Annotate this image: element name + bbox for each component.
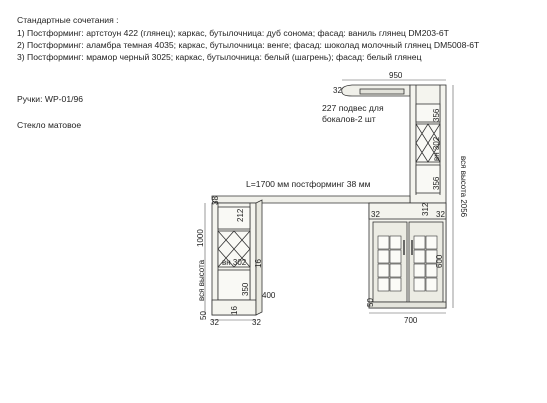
countertop-note: L=1700 мм постформинг 38 мм <box>246 179 371 189</box>
dim-left-1000: 1000 <box>196 229 205 247</box>
dim-left-350: 350 <box>241 282 250 296</box>
dim-right-356-mid: 356 <box>432 176 441 190</box>
notes-line-2: 2) Постформинг: аламбра темная 4035; каркас, бутылочница: венге; фасад: шоколад молочный глянец DM5008-6Т <box>17 40 480 50</box>
dim-right-32-right: 32 <box>436 210 445 219</box>
dim-right-vn302: вн 302 <box>432 136 441 161</box>
glass-note: Стекло матовое <box>17 120 82 130</box>
dim-left-212: 212 <box>236 208 245 222</box>
dim-right-600: 600 <box>435 254 444 268</box>
dim-left-400: 400 <box>262 291 276 300</box>
dim-right-32-left: 32 <box>371 210 380 219</box>
dim-right-total-height: вся высота 2056 <box>459 156 468 218</box>
dim-left-16: 16 <box>254 259 263 268</box>
dim-right-356-top: 356 <box>432 108 441 122</box>
handles-note: Ручки: WP-01/96 <box>17 94 84 104</box>
dim-right-50: 50 <box>366 298 375 307</box>
notes-line-3: 3) Постформинг: мрамор черный 3025; каркас, бутылочница: белый (шагрень); фасад: белый глянец <box>17 52 422 62</box>
dim-left-32b: 32 <box>252 318 261 327</box>
countertop <box>212 196 410 203</box>
dim-top-width: 950 <box>389 71 403 80</box>
hanger-note-line-1: 227 подвес для <box>322 103 384 113</box>
dim-left-50: 50 <box>199 311 208 320</box>
hanger-note-line-2: бокалов-2 шт <box>322 114 376 124</box>
dim-right-312: 312 <box>421 202 430 216</box>
notes-heading: Стандартные сочетания : <box>17 15 119 25</box>
glass-hanger <box>360 89 404 94</box>
dim-right-700: 700 <box>404 316 418 325</box>
dim-left-vn302: вн 302 <box>222 258 247 267</box>
dim-top-32: 32 <box>333 86 342 95</box>
dim-left-32a: 32 <box>210 318 219 327</box>
dim-left-38: 38 <box>211 196 220 205</box>
dim-left-total-height: вся высота <box>197 259 206 301</box>
notes-line-1: 1) Постформинг: артстоун 422 (глянец); каркас, бутылочница: дуб сонома; фасад: ваниль глянец DM203-6Т <box>17 28 449 38</box>
dim-left-16b: 16 <box>230 306 239 315</box>
